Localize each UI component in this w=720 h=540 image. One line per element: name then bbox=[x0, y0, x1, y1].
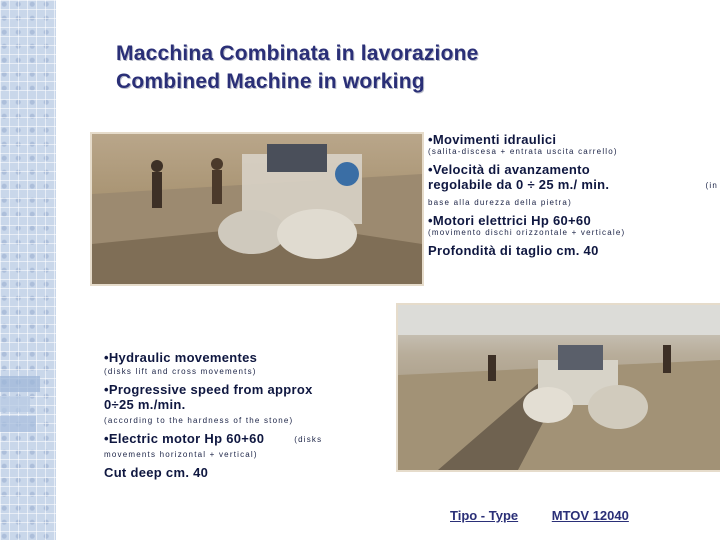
machine-photo-bottom-image bbox=[398, 305, 720, 470]
en-motors-note-a: (disks bbox=[294, 435, 323, 444]
it-cut-depth: Profondità di taglio cm. 40 bbox=[428, 243, 599, 258]
it-hydraulic-note: (salita-discesa + entrata uscita carrello) bbox=[428, 147, 618, 156]
title-italian: Macchina Combinata in lavorazione bbox=[116, 42, 479, 65]
it-motors: •Motori elettrici Hp 60+60 bbox=[428, 213, 591, 228]
english-specs bbox=[104, 350, 389, 480]
en-hydraulic-movements: •Hydraulic movementes bbox=[104, 350, 258, 365]
it-speed-line2: regolabile da 0 ÷ 25 m./ min. bbox=[428, 177, 610, 192]
page-title bbox=[116, 40, 479, 96]
title-english: Combined Machine in working bbox=[116, 70, 425, 93]
en-hydraulic-note: (disks lift and cross movements) bbox=[104, 367, 257, 376]
italian-specs bbox=[428, 132, 718, 258]
it-motors-note: (movimento dischi orizzontale + verticale) bbox=[428, 228, 626, 237]
it-hydraulic-movements: •Movimenti idraulici bbox=[428, 132, 557, 147]
decorative-side-blocks bbox=[0, 376, 40, 446]
machine-photo-bottom bbox=[396, 303, 720, 472]
decorative-side-strip bbox=[0, 0, 56, 540]
en-cut-depth: Cut deep cm. 40 bbox=[104, 465, 209, 480]
machine-photo-top-image bbox=[92, 134, 422, 284]
en-motors: •Electric motor Hp 60+60 bbox=[104, 431, 265, 446]
en-motors-note-b: movements horizontal + vertical) bbox=[104, 450, 258, 459]
it-speed-note-b: base alla durezza della pietra) bbox=[428, 198, 572, 207]
it-speed-line1: •Velocità di avanzamento bbox=[428, 162, 591, 177]
model-code: MTOV 12040 bbox=[551, 508, 629, 523]
en-speed-note: (according to the hardness of the stone) bbox=[104, 416, 294, 425]
footer-model bbox=[450, 508, 629, 523]
en-speed-line1: •Progressive speed from approx bbox=[104, 382, 313, 397]
machine-photo-top bbox=[90, 132, 424, 286]
type-label: Tipo - Type bbox=[450, 508, 519, 523]
it-speed-note-a: (in bbox=[705, 181, 718, 190]
en-speed-line2: 0÷25 m./min. bbox=[104, 397, 186, 412]
